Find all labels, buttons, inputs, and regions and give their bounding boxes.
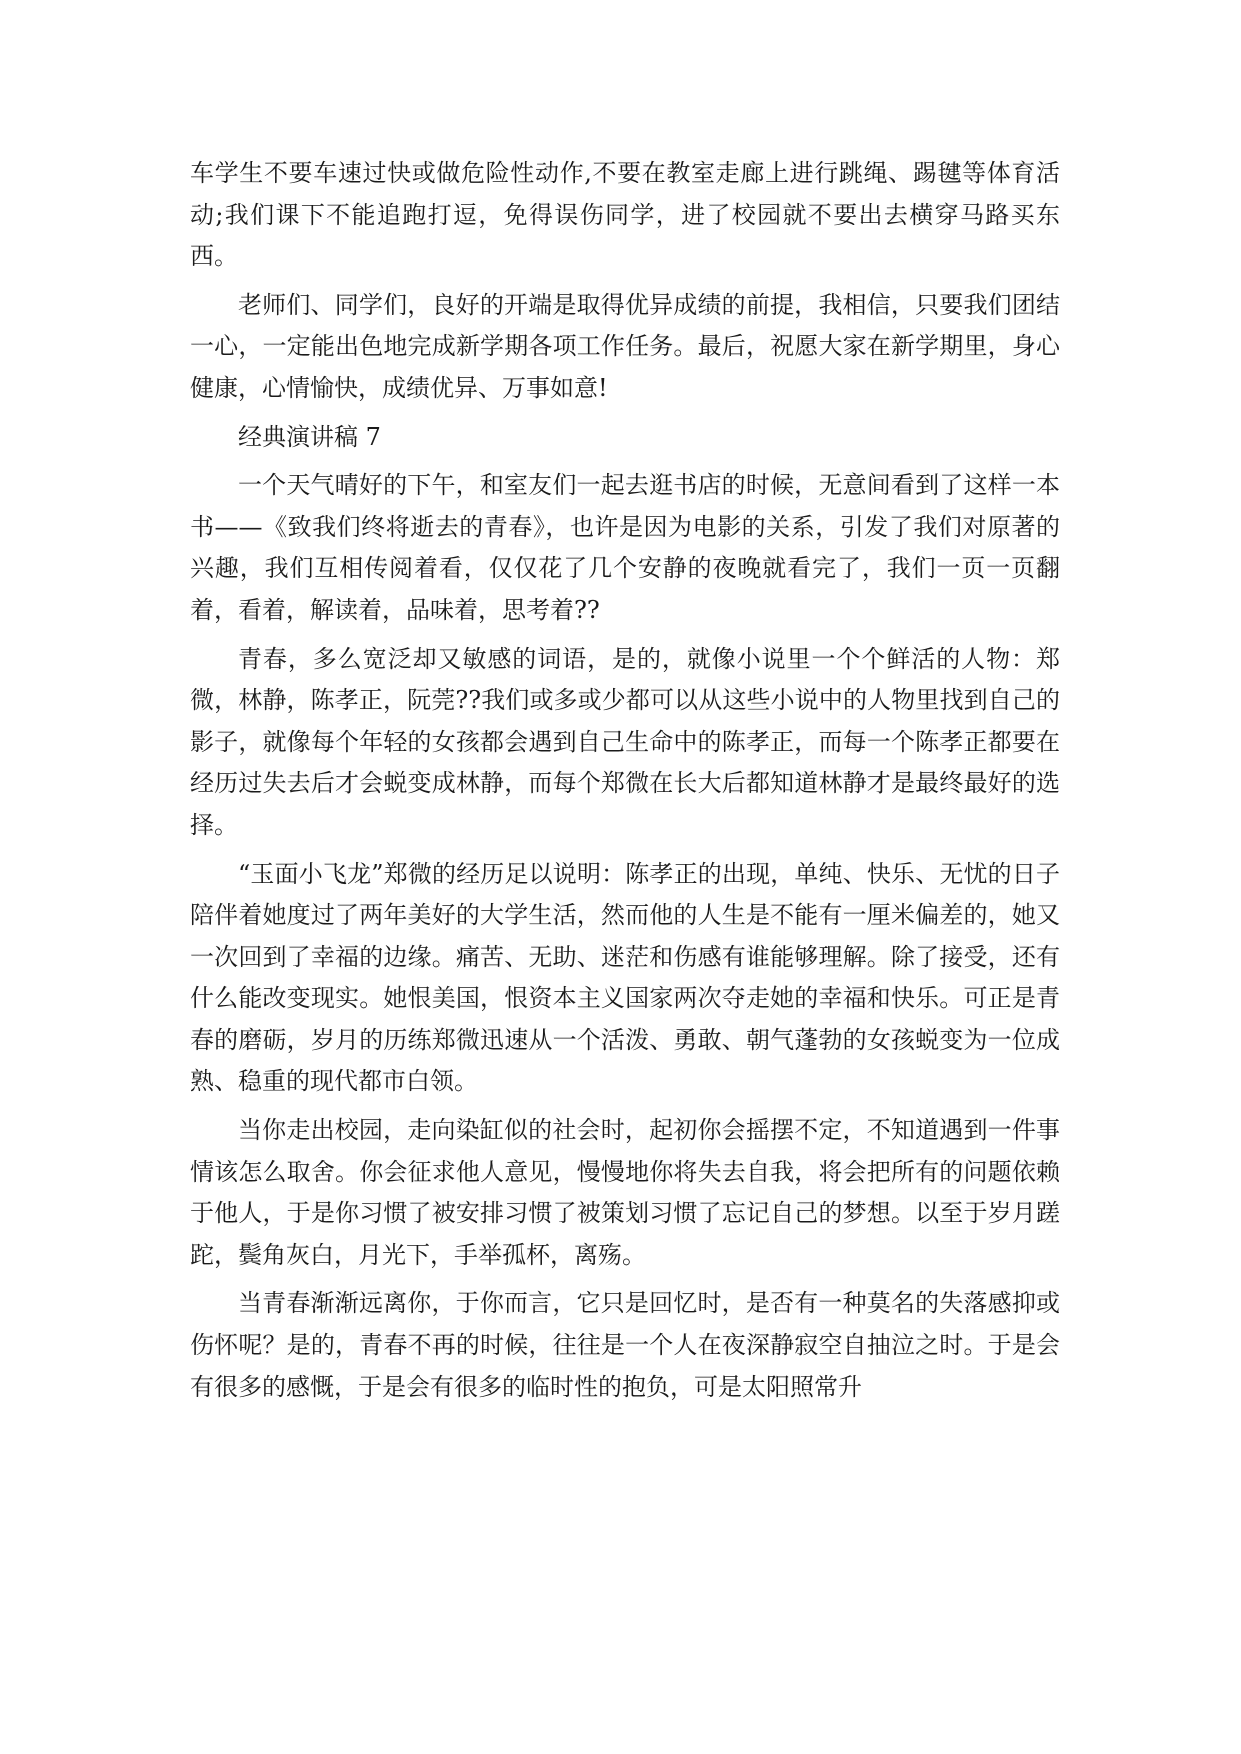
section-heading: 经典演讲稿 7 <box>238 422 381 451</box>
paragraph-closing-remarks: 老师们、同学们，良好的开端是取得优异成绩的前提，我相信，只要我们团结一心，一定能出色地完成新学期各项工作任务。最后，祝愿大家在新学期里，身心健康，心情愉快，成绩优异、万事如意! <box>190 290 1060 402</box>
paragraph-continuation: 车学生不要车速过快或做危险性动作,不要在教室走廊上进行跳绳、踢毽等体育活动;我们课下不能追跑打逗，免得误伤同学，进了校园就不要出去横穿马路买东西。 <box>190 159 1060 271</box>
paragraph-youth-fading: 当青春渐渐远离你，于你而言，它只是回忆时，是否有一种莫名的失落感抑或伤怀呢？是的，青春不再的时候，往往是一个人在夜深静寂空自抽泣之时。于是会有很多的感慨，于是会有很多的临时性的抱负，可是太阳照常升 <box>190 1289 1060 1401</box>
document-body <box>190 153 1060 1415</box>
paragraph-zheng-wei: “玉面小飞龙”郑微的经历足以说明：陈孝正的出现，单纯、快乐、无忧的日子陪伴着她度过了两年美好的大学生活，然而他的人生是不能有一厘米偏差的，她又一次回到了幸福的边缘。痛苦、无助、迷茫和伤感有谁能够理解。除了接受，还有什么能改变现实。她恨美国，恨资本主义国家两次夺走她的幸福和快乐。可正是青春的磨砺，岁月的历练郑微迅速从一个活泼、勇敢、朝气蓬勃的女孩蜕变为一位成熟、稳重的现代都市白领。 <box>190 859 1060 1096</box>
paragraph-leaving-campus: 当你走出校园，走向染缸似的社会时，起初你会摇摆不定，不知道遇到一件事情该怎么取舍。你会征求他人意见，慢慢地你将失去自我，将会把所有的问题依赖于他人，于是你习惯了被安排习惯了被策划习惯了忘记自己的梦想。以至于岁月蹉跎，鬓角灰白，月光下，手举孤杯，离殇。 <box>190 1116 1060 1269</box>
paragraph-book-intro: 一个天气晴好的下午，和室友们一起去逛书店的时候，无意间看到了这样一本书——《致我们终将逝去的青春》，也许是因为电影的关系，引发了我们对原著的兴趣，我们互相传阅着看，仅仅花了几个安静的夜晚就看完了，我们一页一页翻着，看着，解读着，品味着，思考着?? <box>190 471 1060 624</box>
paragraph-youth-characters: 青春，多么宽泛却又敏感的词语，是的，就像小说里一个个鲜活的人物：郑微，林静，陈孝正，阮莞??我们或多或少都可以从这些小说中的人物里找到自己的影子，就像每个年轻的女孩都会遇到自己生命中的陈孝正，而每一个陈孝正都要在经历过失去后才会蜕变成林静，而每个郑微在长大后都知道林静才是最终最好的选择。 <box>190 644 1060 839</box>
